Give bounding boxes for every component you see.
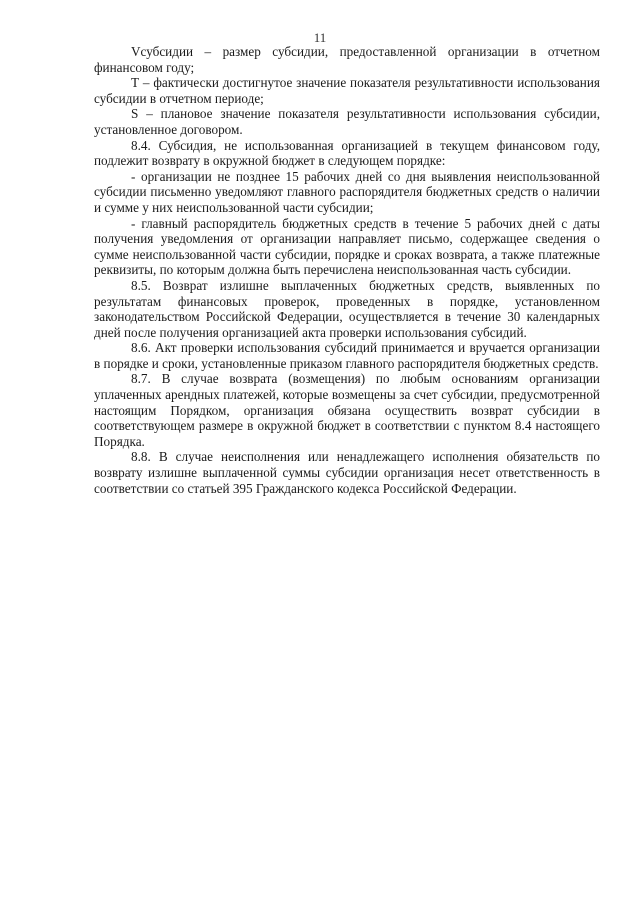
paragraph-8-7: 8.7. В случае возврата (возмещения) по любым основаниям организации уплаченных арендных платежей, которые возмещены за счет субсидии, предусмотренной настоящим Порядком, организация обязана осуществить возврат субсидии в соответствующем размере в окружной бюджет в соответствии с пунктом 8.4 настоящего Порядка. (94, 371, 600, 449)
paragraph-8-8: 8.8. В случае неисполнения или ненадлежащего исполнения обязательств по возврату излишне выплаченной суммы субсидии организация несет ответственность в соответствии со статьей 395 Гражданского кодекса Российской Федерации. (94, 449, 600, 496)
paragraph-formula-s: S – плановое значение показателя результативности использования субсидии, установленное договором. (94, 106, 600, 137)
page-number: 11 (313, 30, 327, 45)
paragraph-8-4: 8.4. Субсидия, не использованная организацией в текущем финансовом году, подлежит возврату в окружной бюджет в следующем порядке: (94, 137, 600, 169)
paragraph-8-4-item-1: - организации не позднее 15 рабочих дней со дня выявления неиспользованной субсидии письменно уведомляют главного распорядителя бюджетных средств о наличии и сумме у них неиспользованной части субсидии; (94, 168, 600, 215)
document-body (94, 44, 600, 496)
paragraph-8-4-item-2: - главный распорядитель бюджетных средств в течение 5 рабочих дней с даты получения уведомления от организации направляет письмо, содержащее сведения о сумме неиспользованной части субсидии, порядке и сроках возврата, а также платежные реквизиты, по которым должна быть перечислена неиспользованная часть субсидии. (94, 215, 600, 278)
paragraph-formula-t: Т – фактически достигнутое значение показателя результативности использования субсидии в отчетном периоде; (94, 75, 600, 106)
paragraph-8-5: 8.5. Возврат излишне выплаченных бюджетных средств, выявленных по результатам финансовых проверок, проведенных в порядке, установленном законодательством Российской Федерации, осуществляется в течение 30 календарных дней после получения организацией акта проверки использования субсидий. (94, 277, 600, 340)
paragraph-8-6: 8.6. Акт проверки использования субсидий принимается и вручается организации в порядке и сроки, установленные приказом главного распорядителя бюджетных средств. (94, 340, 600, 371)
paragraph-formula-v: Vсубсидии – размер субсидии, предоставленной организации в отчетном финансовом году; (94, 44, 600, 75)
